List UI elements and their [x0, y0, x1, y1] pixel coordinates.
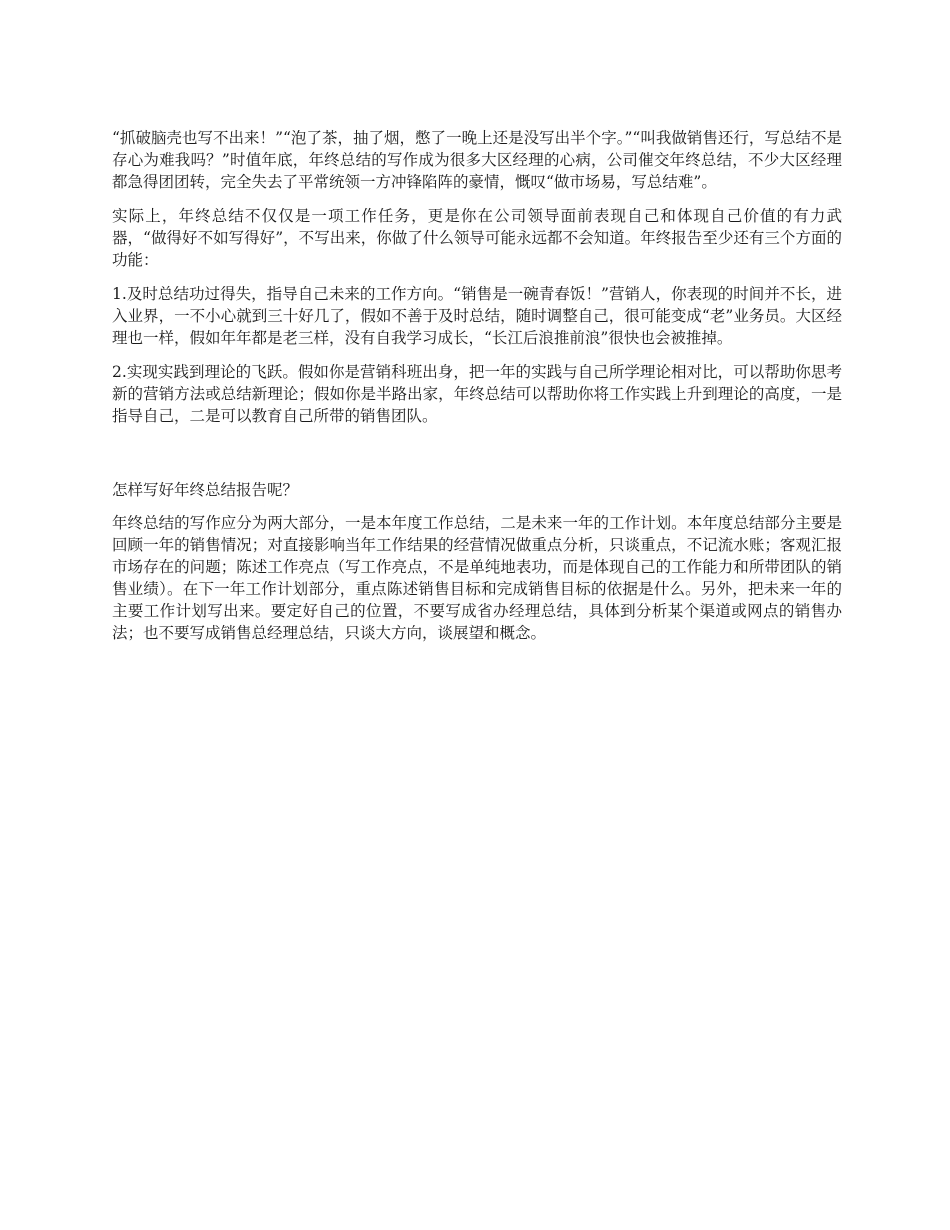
body-paragraph: 年终总结的写作应分为两大部分，一是本年度工作总结，二是未来一年的工作计划。本年度总结部分主要是回顾一年的销售情况；对直接影响当年工作结果的经营情况做重点分析，只谈重点，不记流水账；客观汇报市场存在的问题；陈述工作亮点（写工作亮点，不是单纯地表功，而是体现自己的工作能力和所带团队的销售业绩）。在下一年工作计划部分，重点陈述销售目标和完成销售目标的依据是什么。另外，把未来一年的主要工作计划写出来。要定好自己的位置，不要写成省办经理总结，具体到分析某个渠道或网点的销售办法；也不要写成销售总经理总结，只谈大方向，谈展望和概念。	[112, 514, 842, 642]
intro-paragraph-2: 实际上，年终总结不仅仅是一项工作任务，更是你在公司领导面前表现自己和体现自己价值的有力武器，“做得好不如写得好”，不写出来，你做了什么领导可能永远都不会知道。年终报告至少还有三个方面的功能：	[112, 207, 842, 269]
document-page	[112, 127, 842, 656]
intro-paragraph-1: “抓破脑壳也写不出来！”“泡了茶，抽了烟，憋了一晚上还是没写出半个字。”“叫我做销售还行，写总结不是存心为难我吗？”时值年底，年终总结的写作成为很多大区经理的心病，公司催交年终总结，不少大区经理都急得团团转，完全失去了平常统领一方冲锋陷阵的豪情，慨叹“做市场易，写总结难”。	[112, 129, 842, 191]
intro-paragraph-3: 1.及时总结功过得失，指导自己未来的工作方向。“销售是一碗青春饭！”营销人，你表现的时间并不长，进入业界，一不小心就到三十好几了，假如不善于及时总结，随时调整自己，很可能变成“老”业务员。大区经理也一样，假如年年都是老三样，没有自我学习成长，“长江后浪推前浪”很快也会被推掉。	[112, 285, 842, 347]
section-heading: 怎样写好年终总结报告呢？	[112, 481, 299, 499]
intro-paragraph-4: 2.实现实践到理论的飞跃。假如你是营销科班出身，把一年的实践与自己所学理论相对比，可以帮助你思考新的营销方法或总结新理论；假如你是半路出家，年终总结可以帮助你将工作实践上升到理论的高度，一是指导自己，二是可以教育自己所带的销售团队。	[112, 363, 842, 425]
